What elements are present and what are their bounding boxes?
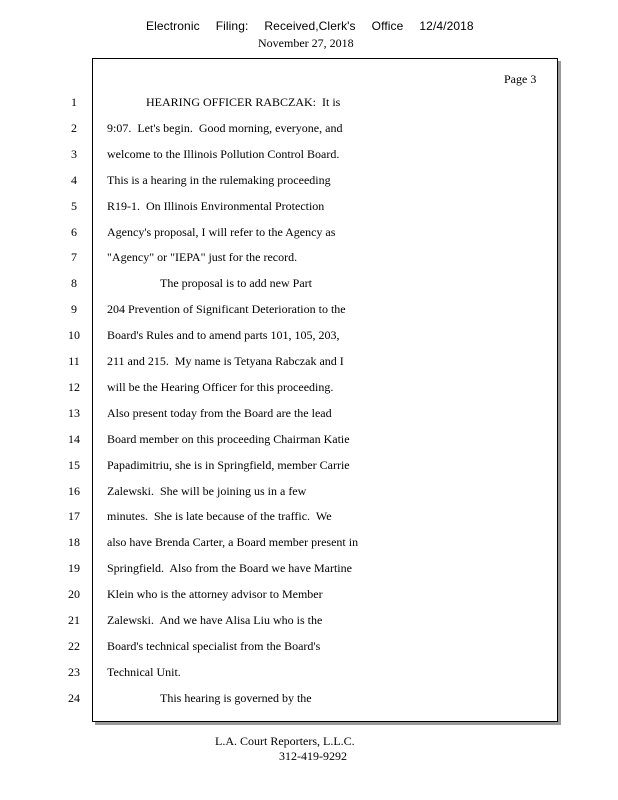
stamp-part: Electronic: [146, 19, 200, 33]
line-number: 14: [68, 432, 80, 446]
transcript-line: minutes. She is late because of the traffic. We: [107, 509, 332, 523]
transcript-line: Board's Rules and to amend parts 101, 105, 203,: [107, 328, 340, 342]
transcript-line: will be the Hearing Officer for this proceeding.: [107, 380, 334, 394]
line-number: 24: [68, 691, 80, 705]
transcript-line: HEARING OFFICER RABCZAK: It is: [146, 95, 341, 109]
transcript-line: 9:07. Let's begin. Good morning, everyone, and: [107, 121, 343, 135]
line-number: 8: [71, 276, 77, 290]
transcript-line: Technical Unit.: [107, 665, 181, 679]
line-number: 19: [68, 561, 80, 575]
line-number: 9: [71, 302, 77, 316]
line-number: 21: [68, 613, 80, 627]
transcript-line: 211 and 215. My name is Tetyana Rabczak and I: [107, 354, 344, 368]
transcript-line: This is a hearing in the rulemaking proceeding: [107, 173, 331, 187]
transcript-line: R19-1. On Illinois Environmental Protection: [107, 199, 325, 213]
page-number: Page 3: [504, 72, 537, 86]
transcript-line: Board member on this proceeding Chairman Katie: [107, 432, 350, 446]
line-number: 7: [71, 250, 77, 264]
line-number: 23: [68, 665, 80, 679]
line-number: 6: [71, 225, 77, 239]
line-number: 15: [68, 458, 80, 472]
line-number: 5: [71, 199, 77, 213]
line-number: 20: [68, 587, 80, 601]
line-number: 13: [68, 406, 80, 420]
line-number: 18: [68, 535, 80, 549]
transcript-line: Klein who is the attorney advisor to Member: [107, 587, 323, 601]
line-number: 12: [68, 380, 80, 394]
transcript-line: Papadimitriu, she is in Springfield, member Carrie: [107, 458, 350, 472]
reporter-company: L.A. Court Reporters, L.L.C.: [215, 734, 355, 748]
line-number: 16: [68, 484, 80, 498]
stamp-part: 12/4/2018: [419, 19, 474, 33]
electronic-filing-stamp: [146, 19, 490, 33]
transcript-line: Zalewski. And we have Alisa Liu who is the: [107, 613, 323, 627]
line-number: 1: [71, 95, 77, 109]
line-number: 3: [71, 147, 77, 161]
transcript-date: November 27, 2018: [258, 36, 354, 50]
reporter-phone: 312-419-9292: [279, 749, 347, 763]
transcript-line: Zalewski. She will be joining us in a few: [107, 484, 307, 498]
line-number: 17: [68, 509, 80, 523]
line-number: 11: [68, 354, 80, 368]
transcript-line: also have Brenda Carter, a Board member present in: [107, 535, 359, 549]
transcript-line: Board's technical specialist from the Board's: [107, 639, 321, 653]
transcript-line: Springfield. Also from the Board we have Martine: [107, 561, 352, 575]
transcript-line: Agency's proposal, I will refer to the Agency as: [107, 225, 336, 239]
transcript-line: This hearing is governed by the: [160, 691, 312, 705]
transcript-line: 204 Prevention of Significant Deterioration to the: [107, 302, 346, 316]
line-number: 2: [71, 121, 77, 135]
transcript-line: Also present today from the Board are the lead: [107, 406, 332, 420]
line-number: 10: [68, 328, 80, 342]
transcript-line: welcome to the Illinois Pollution Control Board.: [107, 147, 340, 161]
transcript-line: "Agency" or "IEPA" just for the record.: [107, 250, 298, 264]
transcript-line: The proposal is to add new Part: [160, 276, 312, 290]
stamp-part: Office: [371, 19, 404, 33]
line-number: 4: [71, 173, 77, 187]
stamp-part: Filing:: [215, 19, 249, 33]
line-number: 22: [68, 639, 80, 653]
stamp-part: Received,Clerk's: [264, 19, 356, 33]
